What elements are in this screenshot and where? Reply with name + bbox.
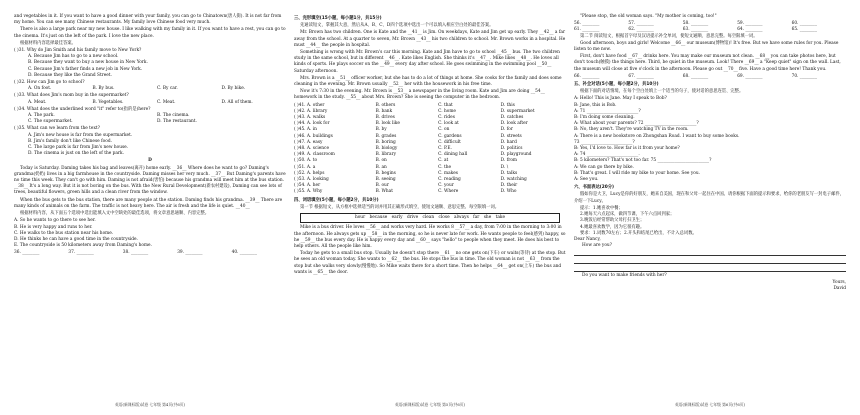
cloze-option-a: ( )49. A. classroom bbox=[294, 152, 335, 158]
word-fill-end: "Please stop, the old woman says. "My mother is coming, too!" bbox=[580, 14, 717, 19]
cloze-option: C. your bbox=[438, 183, 454, 189]
section-6-prompt: 假如你是大卫，Lucy是你的好朋友，她来自美国，现在和父母一起住在中国。请你根据下面的提示和要求，给你的老朋友写一封电子邮件，介绍一下Lucy。 bbox=[574, 192, 844, 204]
word-box: hour because early drive clean close always far she take bbox=[300, 213, 560, 223]
column-1 bbox=[14, 14, 286, 257]
cloze-option-a: ( )55. A. Why bbox=[294, 189, 323, 195]
cloze-option: D. \ bbox=[500, 164, 509, 170]
cloze-option-a: ( )48. A. science bbox=[294, 146, 329, 152]
page-footer-6: 英语(新课标版)试卷 七年级 第6页(共6页) bbox=[674, 402, 746, 407]
cloze-option-a: ( )46. A. buildings bbox=[294, 133, 333, 139]
cloze-option: D. talks bbox=[500, 170, 518, 176]
cloze-p2: Something is wrong with Mr. Brown's car this morning. Kate and Jim have to go to school __45__ bus. The two children study in the same school, but in different __46__. Kate likes English. She thinks it's __47__. Mike likes __48__. He loves all kinds of sports. He plays soccer on the __49__ every day after school. He goes swimming in the swimming pool __50__ Saturday afternoon. bbox=[294, 50, 560, 74]
cloze-option: D. look after bbox=[500, 121, 528, 127]
page-footer-4: 英语(新课标版)试卷 七年级 第4页(共6页) bbox=[114, 402, 186, 407]
cloze-option: B. drives bbox=[375, 115, 395, 121]
cloze-option: B. grades bbox=[375, 133, 397, 139]
cloze-p4: Now it's 7:30 in the evening. Mr. Brown is __53__ a newspaper in the living room. Kate and Jim are doing __54__ homework in the study. __55__ about Mrs. Brown? She is seeing the computer in the bedroom. bbox=[294, 89, 545, 101]
question-33: ( )33. What does Jim's mom buy in the supermarket? A. Meat. B. Vegetables. C. Meat. D. All of them. bbox=[14, 93, 253, 105]
cloze-option: C. Where bbox=[438, 189, 459, 195]
cloze-option: B. others bbox=[375, 102, 396, 108]
cloze-option: C. reading bbox=[438, 177, 461, 183]
letter-line-2: How are you? bbox=[582, 243, 612, 249]
section-6-hints: 提示：1.她喜欢中餐； 2.她每天六点起床，做四节课，下午六点回到家； 3.晚饭后经常帮助父母打扫卫生； 4.她最喜欢数学，因为它很有趣。 要求：1.词数70左右；2.开头和结尾已给出，不计入总词数。 bbox=[580, 205, 697, 236]
cloze-option-a: ( )43. A. walks bbox=[294, 115, 326, 121]
cloze-option: D. streets bbox=[500, 133, 522, 139]
cloze-option: D. from bbox=[500, 158, 518, 164]
passage-d-options: A. So he wants to go there to see her. B. He is very happy and runs to her. C. He walks to the bus station near his home. D. He thinks he can have a good time in the countryside. E. The countryside is 50 kilometers away from Daming's home. bbox=[14, 218, 152, 249]
cloze-p1: Mr. Brown has two children. One is Kate and the __41__ is Jim. On weekdays, Kate and Jim get up early. They __42__ a far away from the school. At a quarter to seven, Mr. Brown __43__ his two children to school. Mr. Brown works in a hospital. He must __44__ the people in hospital. bbox=[294, 30, 566, 48]
question-32: ( )32. How can Jim go to school? A. On foot. B. By bus. C. By car. D. By bike. bbox=[14, 80, 246, 92]
passage-d-instruction: 根据材料内容，从下面五个选项中选出能填入文中空缺处的最佳选项，将文章意思通顺、内容完整。 bbox=[20, 211, 210, 217]
cloze-option-a: ( )50. A. to bbox=[294, 158, 318, 164]
writing-line[interactable] bbox=[574, 257, 846, 264]
question-35: ( )35. What can we learn from the text? A. Jim's new house is far from the supermarket. B. Jim's family don't like Chinese food. C. The large park is far from Jim's new house. D. The cinema is just on the left of the park. bbox=[14, 126, 133, 157]
letter-sign-yours: Yours, bbox=[832, 279, 846, 285]
cloze-option: B. look like bbox=[375, 121, 400, 127]
writing-line[interactable] bbox=[574, 249, 846, 256]
cloze-option: B. library bbox=[375, 152, 397, 158]
cloze-option: D. playground bbox=[500, 152, 532, 158]
passage-d-p2: When the bus gets to the bus station, there are many people at the station. Daming finds his grandma. __39__ There are many kinds of animals on the farm. The traffic is not heavy here. The air is fresh and the life is quiet. __40__ bbox=[14, 197, 283, 209]
letter-greeting: Dear Nancy, bbox=[574, 236, 601, 242]
cloze-option: B. biology bbox=[375, 146, 398, 152]
cloze-option: B. boring bbox=[375, 139, 396, 145]
answer-blanks-66-70: 66. ________ 67. ________ 68. ________ 69. ________ 70. ________ bbox=[574, 73, 817, 79]
cloze-option: B. bank bbox=[375, 108, 393, 114]
cloze-option: C. home bbox=[438, 108, 456, 114]
cloze-option: D. catches bbox=[500, 115, 524, 121]
passage-d-p1: Today is Saturday. Daming takes his bag and leaves(离开) home early. __36__ Where does he want to go? Daming's grandma(奶奶) lives in a big farmhouse in the countryside. Daming misses her very much. __37__ But Daming's parents have no time this week. They can't go with him. Daming is not afraid(害怕) because his grandma will meet him at the bus station. __38__ It's a long way. But it is not boring on the bus. With the New Rural Development(新农村建设), Daming can see lots of trees, beautiful flowers, green hills and a clean river from the window. bbox=[14, 165, 286, 196]
cloze-option: D. watching bbox=[500, 177, 527, 183]
cloze-option-a: ( )42. A. library bbox=[294, 108, 328, 114]
section-4-instruction: 第一节 根据短文，从方框中选择适当的词并用其正确形式填空，使短文通顺、意思完整。每空限填一词。 bbox=[300, 204, 500, 210]
cloze-option: C. P.E. bbox=[438, 146, 452, 152]
letter-closing: Do you want to make friends with her? bbox=[582, 273, 667, 279]
cloze-option: D. their bbox=[500, 183, 518, 189]
section-4-title: 四、词语填空(5小题，每小题2分，共10分) bbox=[294, 197, 379, 203]
cloze-option: C. difficult bbox=[438, 139, 461, 145]
question-31: ( )31. Why do Jim Smith and his family move to New York? A. Because Jim has to go to a new school. B. Because they want to buy a new house in New York. C. Because Jim's father finds a new job in New York. D. Because they like the Grand Street. bbox=[14, 48, 148, 78]
answer-blanks-56-60: 56. ________ 57. ________ 58. ________ 59. ________ 60. ________ bbox=[574, 21, 817, 27]
question-34: ( )34. What does the underlined word "it" refer to(指的是)here? A. The park. B. The cinema. C. The supermarket. D. The restaurant. bbox=[14, 106, 197, 125]
cloze-option: C. dining hall bbox=[438, 152, 468, 158]
cloze-option: B. an bbox=[375, 164, 387, 170]
cloze-option: C. rides bbox=[438, 115, 455, 121]
cloze-option-a: ( )45. A. in bbox=[294, 127, 317, 133]
cloze-option: B. seeing bbox=[375, 177, 396, 183]
cloze-option: D. Who bbox=[500, 189, 517, 195]
cloze-option: D. this bbox=[500, 102, 515, 108]
cloze-option-a: ( )53. A. looking bbox=[294, 177, 329, 183]
cloze-option: D. supermarket bbox=[500, 108, 535, 114]
dialog: A: Hello! This is Jane. May I speak to Bob? B: Jane, this is Bob. A: 71 ________________________? B: I'm doing some cleaning. A: What about your parents? 72 ________________________? B: No, they aren't. They're watching TV in the room. A: There is a new bookstore on Zhongshan Road. I want to buy some books. 73 ________________________? B: Yes, I'd love to. How far is it from your home? A: 74 ________________________. B: 5 kilometers? That's not too far. 75 ________________________? A: We can go there by bike. B: That's great. I will ride my bike to your home. See you. A: See you. bbox=[574, 96, 740, 183]
cloze-option: D. politics bbox=[500, 146, 523, 152]
section-3-title: 三、完形填空(15小题，每小题1分，共15分) bbox=[294, 16, 382, 21]
cloze-option: D. for bbox=[500, 127, 513, 133]
intro-p1: and vegetables in it. If you want to have a good dinner with your family, you can go to Chinatown(唐人街). It is not far from my home. You can see many Chinese restaurants. My family love Chinese food very much. bbox=[14, 14, 282, 26]
cloze-option-a: ( )51. A. a bbox=[294, 164, 316, 170]
cloze-option: C. makes bbox=[438, 170, 458, 176]
cloze-option: C. that bbox=[438, 102, 453, 108]
intro-p2: There is also a large park near my new house. I like walking with my family in it. If you want to have a rest, you can go to the cinema. It's just on the left of the park. I love the new place. bbox=[14, 27, 286, 39]
museum-p2: First, don't have food __67__ drinks here. You may make our museum not clean. __68__ you can take photos here, but don't touch(触摸) the things here. Third, be quiet in the museum. Look! There __69__ a "Keep quiet" sign on the wall. Last, the museum will close at five o'clock in the afternoon. Please go out __70__ five. Have a good time here! Thank you. bbox=[574, 54, 841, 72]
section-6-title: 六、书面表达(20分) bbox=[574, 185, 614, 191]
word-fill-p1: Mike is a bus driver. He loves __56__ and works very hard. He works 8 __57__ a day, from 7:00 in the morning to 3:00 in the afternoon. He always gets up __58__ in the morning, so he is never late for work. He wants people to feel(感到) happy, so he __59__ the bus every day. He is happy every day and __60__ says "hello" to people when they meet. He does his best to help others. All the people like him. bbox=[294, 225, 566, 249]
cloze-option: B. by bbox=[375, 127, 387, 133]
passage-d-title: D bbox=[148, 158, 152, 164]
cloze-option-a: ( )47. A. easy bbox=[294, 139, 323, 145]
page-footer-5: 英语(新课标版)试卷 七年级 第5页(共6页) bbox=[394, 402, 466, 407]
letter-sign-name: David bbox=[833, 285, 846, 291]
cloze-options bbox=[294, 103, 566, 196]
cloze-option-a: ( )54. A. her bbox=[294, 183, 321, 189]
answer-blanks-61-65: 61. ________ 62. ________ 63. ________ 64. ________ 65. ________ bbox=[574, 27, 817, 33]
cloze-option: B. on bbox=[375, 158, 387, 164]
cloze-option-a: ( )52. A. helps bbox=[294, 170, 325, 176]
section-3-instruction: 先通读短文，掌握其大意，然后从A、B、C、D四个选项中选出一个可以填入相应空白处的最佳答案。 bbox=[300, 23, 494, 29]
section-5-title: 五、补全对话(5小题，每小题2分，共10分) bbox=[574, 82, 659, 88]
part-2-instruction: 第二节 阅读短文，根据首字母及汉语提示补全单词，使短文通顺、意思完整。每空限填一词。 bbox=[580, 33, 758, 39]
cloze-option: D. hard bbox=[500, 139, 517, 145]
writing-line[interactable] bbox=[574, 265, 846, 272]
cloze-option: C. the bbox=[438, 164, 452, 170]
cloze-option: C. gardens bbox=[438, 133, 462, 139]
cloze-option: B. begins bbox=[375, 170, 396, 176]
cloze-option-a: ( )44. A. look for bbox=[294, 121, 330, 127]
cloze-option-a: ( )41. A. other bbox=[294, 102, 325, 108]
word-fill-p2: Today he gets to a small bus stop. Usually he doesn't stop there __61__ no one gets on(下车) or waits(等待) at the stop. But he sees an old woman today. She wants to __62__ the bus. He stops the bus in time. The old woman is not __63__ from the stop but she walks very slowly(慢慢地). So Mike waits there for a short time. Then he helps __64__ get on(上车) the bus and wants is __65__ the door. bbox=[294, 251, 566, 275]
cloze-option: C. on bbox=[438, 127, 450, 133]
section-5-instruction: 根据下面的对话情境，在每个空白处填上一个适当的句子，使对话的意思连贯、完整。 bbox=[580, 89, 744, 95]
reading-instruction: 根据材料内容选择最佳答案。 bbox=[20, 40, 76, 46]
answer-blanks-36-40: 36. ________ 37. ________ 38. ________ 39. ________ 40. ________ bbox=[14, 250, 257, 256]
column-2 bbox=[294, 14, 566, 277]
cloze-p3: Mrs. Brown is a __51__ officer worker, but she has to do a lot of things at home. She cooks for the family and does some cleaning in the evening. Mr. Brown usually __52__ her with the housework in his free time. bbox=[294, 75, 562, 88]
cloze-option: B. What bbox=[375, 189, 393, 195]
cloze-option: C. at bbox=[438, 158, 449, 164]
cloze-option: C. look at bbox=[438, 121, 459, 127]
cloze-option: B. our bbox=[375, 183, 389, 189]
museum-p1: Good afternoon, boys and girls! Welcome __66__ our museum(博物馆)! It's free. But we have some rules for you. Please listen to me now. bbox=[574, 40, 839, 53]
column-3 bbox=[574, 14, 846, 292]
